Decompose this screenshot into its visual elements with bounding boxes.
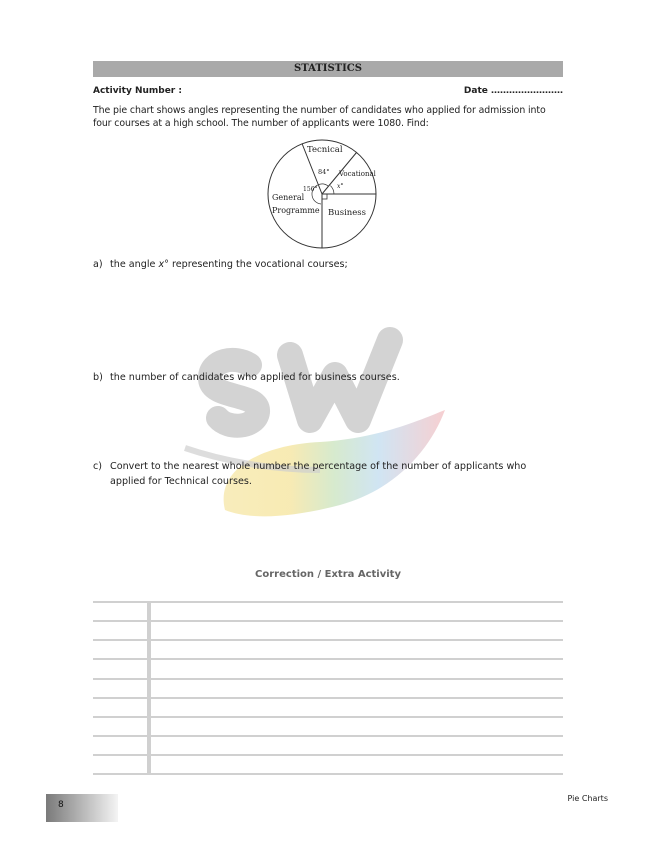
activity-number-label: Activity Number : [93,86,182,96]
question-c-label: c) [93,461,103,472]
question-c-line-2: applied for Technical courses. [110,476,252,487]
question-c [93,459,563,489]
label-general-line1: General [272,193,305,202]
label-angle-general: 156° [303,186,318,193]
writing-line [93,601,563,603]
question-b [93,370,563,385]
watermark-logo [180,320,480,530]
problem-intro [93,104,565,130]
footer-chapter-title: Pie Charts [567,794,608,803]
writing-line [93,697,563,699]
question-a-text-post: representing the vocational courses; [168,259,348,270]
question-a-text [110,257,560,272]
intro-line-2: four courses at a high school. The number of applicants were 1080. Find: [93,118,429,129]
correction-title: Correction / Extra Activity [255,569,401,580]
label-business: Business [328,208,367,218]
label-general-line2: Programme [272,206,320,215]
section-header-bar [93,61,563,77]
writing-line [93,658,563,660]
writing-line [93,773,563,775]
writing-line [93,716,563,718]
writing-line [93,735,563,737]
intro-line-1: The pie chart shows angles representing the number of candidates who applied for admission into [93,105,546,116]
label-angle-technical: 84° [318,168,330,176]
question-c-text [110,459,560,489]
question-b-label: b) [93,372,103,383]
writing-line [93,639,563,641]
label-vocational: Vocational [339,170,376,178]
label-angle-vocational: x° [337,183,344,190]
writing-line [93,754,563,756]
footer-page-tab [46,794,118,822]
writing-line [93,678,563,680]
date-label: Date …………………… [463,86,563,96]
question-a-text-pre: the angle [110,259,159,270]
question-b-text: the number of candidates who applied for business courses. [110,372,400,383]
question-a-label: a) [93,259,103,270]
label-technical: Tecnical [307,145,343,155]
correction-lines [93,601,563,776]
activity-meta-row [93,86,563,100]
section-title: STATISTICS [294,63,362,74]
question-a [93,257,563,272]
writing-line [93,620,563,622]
pie-chart [260,138,385,250]
question-c-line-1: Convert to the nearest whole number the percentage of the number of applicants who [110,461,527,472]
margin-rule [147,601,151,774]
question-a-variable: x° [158,259,169,270]
page-number: 8 [58,800,64,810]
